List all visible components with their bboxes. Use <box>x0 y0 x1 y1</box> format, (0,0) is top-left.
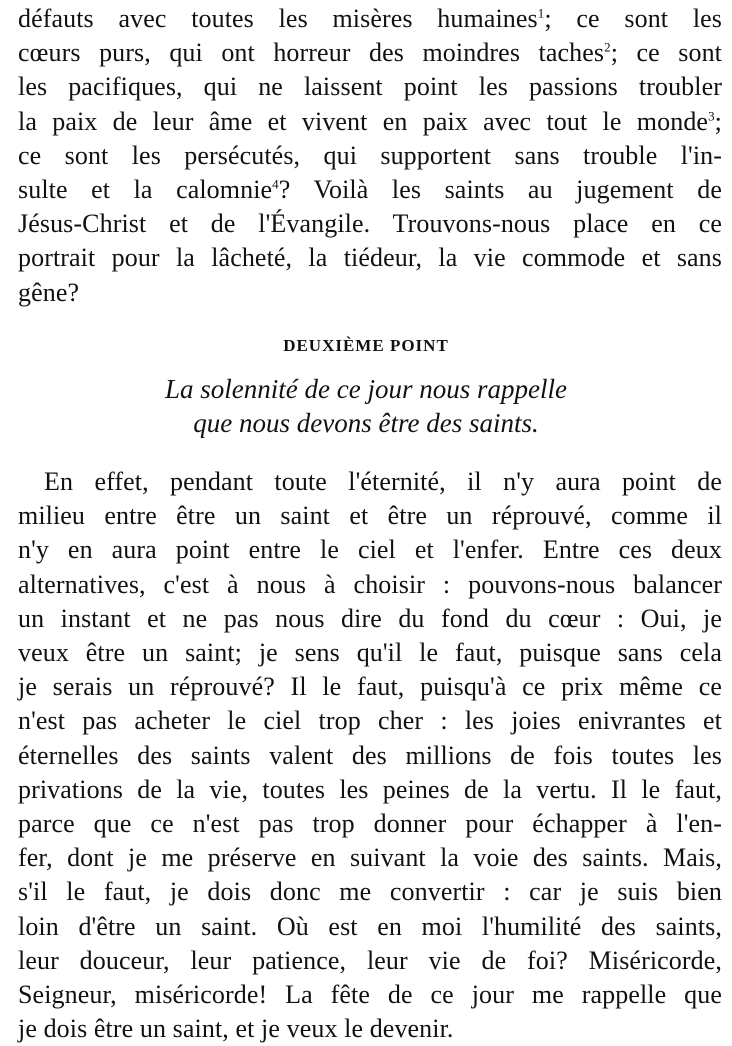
text-line: privations de la vie, toutes les peines de la vertu. Il le faut, <box>18 774 722 804</box>
footnote-marker: 4 <box>272 176 279 192</box>
section-subtitle-line-1: La solennité de ce jour nous rappelle <box>165 374 567 404</box>
text-line: n'y en aura point entre le ciel et l'enfer. Entre ces deux <box>18 535 722 565</box>
text-line: gêne? <box>18 277 80 307</box>
section-subtitle-line-2: que nous devons être des saints. <box>193 408 539 438</box>
text-line: veux être un saint; je sens qu'il le faut, puisque sans cela <box>18 638 722 668</box>
text-line: ce sont les persécutés, qui supportent sans trouble l'in- <box>18 140 722 170</box>
text-line: un instant et ne pas nous dire du fond du cœur : Oui, je <box>18 603 722 633</box>
footnote-marker: 3 <box>708 107 715 123</box>
text-line: Jésus-Christ et de l'Évangile. Trouvons-nous place en ce <box>18 209 722 239</box>
paragraph-first <box>18 2 722 310</box>
text-line: les pacifiques, qui ne laissent point les passions troubler <box>18 72 722 102</box>
text-line: la paix de leur âme et vivent en paix avec tout le monde$^3$; <box>18 106 722 136</box>
text-line: milieu entre être un saint et être un réprouvé, comme il <box>18 501 722 531</box>
text-line: s'il le faut, je dois donc me convertir : car je suis bien <box>18 877 722 907</box>
paragraph-second <box>18 465 722 1046</box>
text-line: je serais un réprouvé? Il le faut, puisqu'à ce prix même ce <box>18 672 722 702</box>
text-line: n'est pas acheter le ciel trop cher : les joies enivrantes et <box>18 706 722 736</box>
text-line: portrait pour la lâcheté, la tiédeur, la vie commode et sans <box>18 243 722 273</box>
text-line: cœurs purs, qui ont horreur des moindres taches$^2$; ce sont <box>18 38 722 68</box>
text-line: éternelles des saints valent des millions de fois toutes les <box>18 740 722 770</box>
footnote-marker: 1 <box>537 5 545 21</box>
text-line: alternatives, c'est à nous à choisir : pouvons-nous balancer <box>18 569 722 599</box>
text-line: fer, dont je me préserve en suivant la voie des saints. Mais, <box>18 843 722 873</box>
section-heading: DEUXIÈME POINT <box>283 336 449 355</box>
text-line: je dois être un saint, et je veux le devenir. <box>18 1014 454 1044</box>
text-line: défauts avec toutes les misères humaines$^1$; ce sont les <box>18 4 723 33</box>
text-line: leur douceur, leur patience, leur vie de foi? Miséricorde, <box>18 945 722 975</box>
text-line: parce que ce n'est pas trop donner pour échapper à l'en- <box>18 809 722 839</box>
footnote-marker: 2 <box>604 39 611 55</box>
text-line: En effet, pendant toute l'éternité, il n'y aura point de <box>44 467 722 496</box>
text-line: loin d'être un saint. Où est en moi l'humilité des saints, <box>18 911 722 941</box>
text-line: sulte et la calomnie$^4$? Voilà les saints au jugement de <box>18 175 722 205</box>
text-line: Seigneur, miséricorde! La fête de ce jour me rappelle que <box>18 980 722 1010</box>
